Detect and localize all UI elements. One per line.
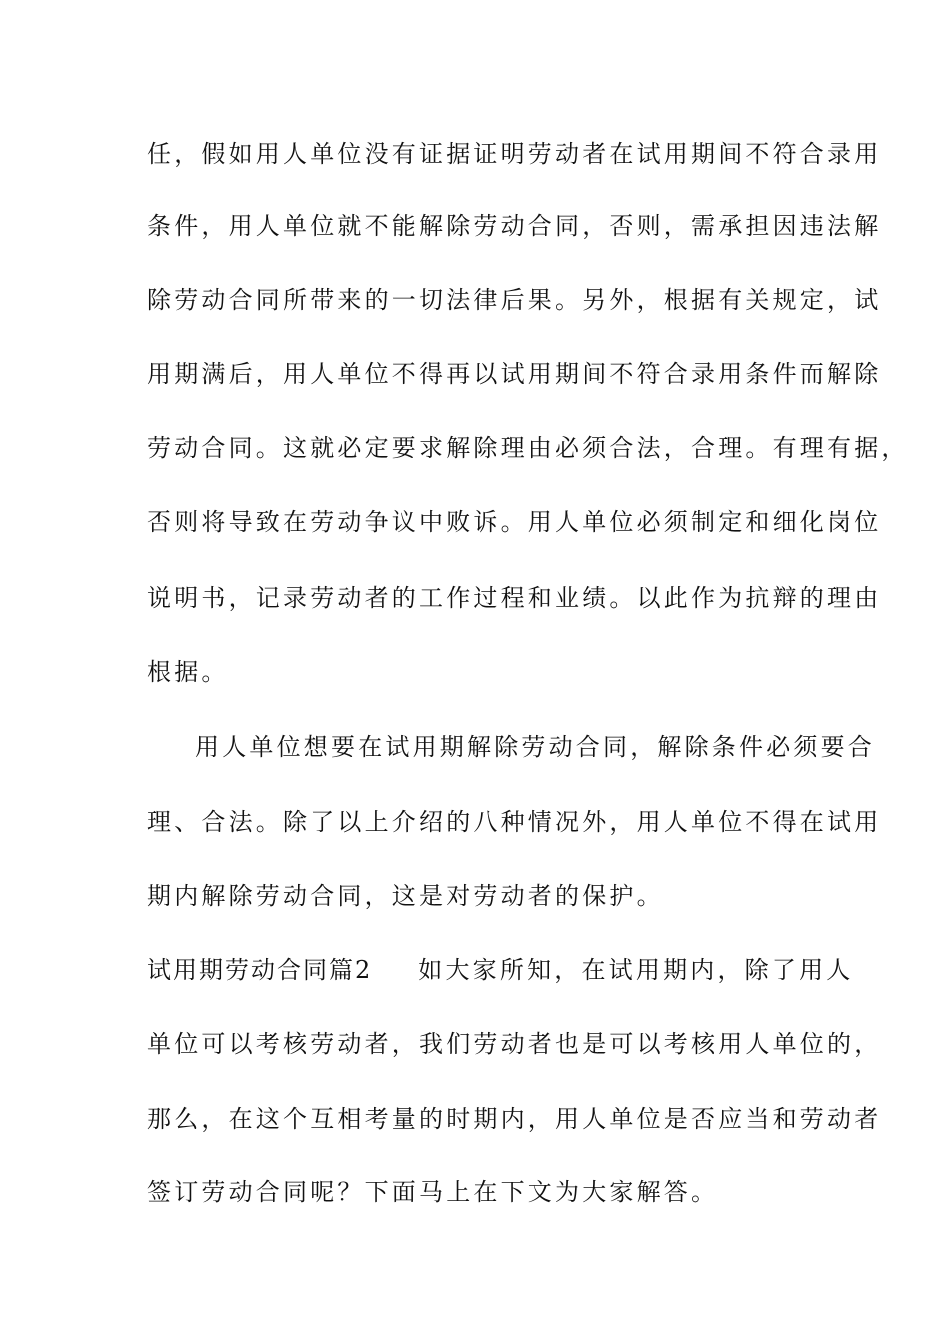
paragraph-1-line-4: 用期满后，用人单位不得再以试用期间不符合录用条件而解除 <box>147 360 882 388</box>
paragraph-2-line-3: 期内解除劳动合同，这是对劳动者的保护。 <box>147 882 664 910</box>
section-2-line-3: 那么，在这个互相考量的时期内，用人单位是否应当和劳动者 <box>147 1105 882 1133</box>
paragraph-1-line-2: 条件，用人单位就不能解除劳动合同，否则，需承担因违法解 <box>147 212 882 240</box>
paragraph-1-line-5: 劳动合同。这就必定要求解除理由必须合法，合理。有理有据， <box>147 434 909 462</box>
paragraph-2-line-1: 用人单位想要在试用期解除劳动合同，解除条件必须要合 <box>195 733 875 761</box>
section-2-first-line <box>147 950 853 990</box>
section-2-first-line-text: 如大家所知，在试用期内，除了用人 <box>418 956 854 984</box>
section-2-line-2: 单位可以考核劳动者，我们劳动者也是可以考核用人单位的， <box>147 1030 882 1058</box>
paragraph-1-line-1: 任，假如用人单位没有证据证明劳动者在试用期间不符合录用 <box>147 140 882 168</box>
section-2-heading: 试用期劳动合同篇2 <box>147 956 373 984</box>
paragraph-2-line-2: 理、合法。除了以上介绍的八种情况外，用人单位不得在试用 <box>147 808 882 836</box>
paragraph-1-line-3: 除劳动合同所带来的一切法律后果。另外，根据有关规定，试 <box>147 286 882 314</box>
paragraph-1-line-6: 否则将导致在劳动争议中败诉。用人单位必须制定和细化岗位 <box>147 508 882 536</box>
paragraph-1-line-7: 说明书，记录劳动者的工作过程和业绩。以此作为抗辩的理由 <box>147 584 882 612</box>
section-2-line-4: 签订劳动合同呢？下面马上在下文为大家解答。 <box>147 1178 719 1206</box>
paragraph-1-line-8: 根据。 <box>147 658 229 686</box>
